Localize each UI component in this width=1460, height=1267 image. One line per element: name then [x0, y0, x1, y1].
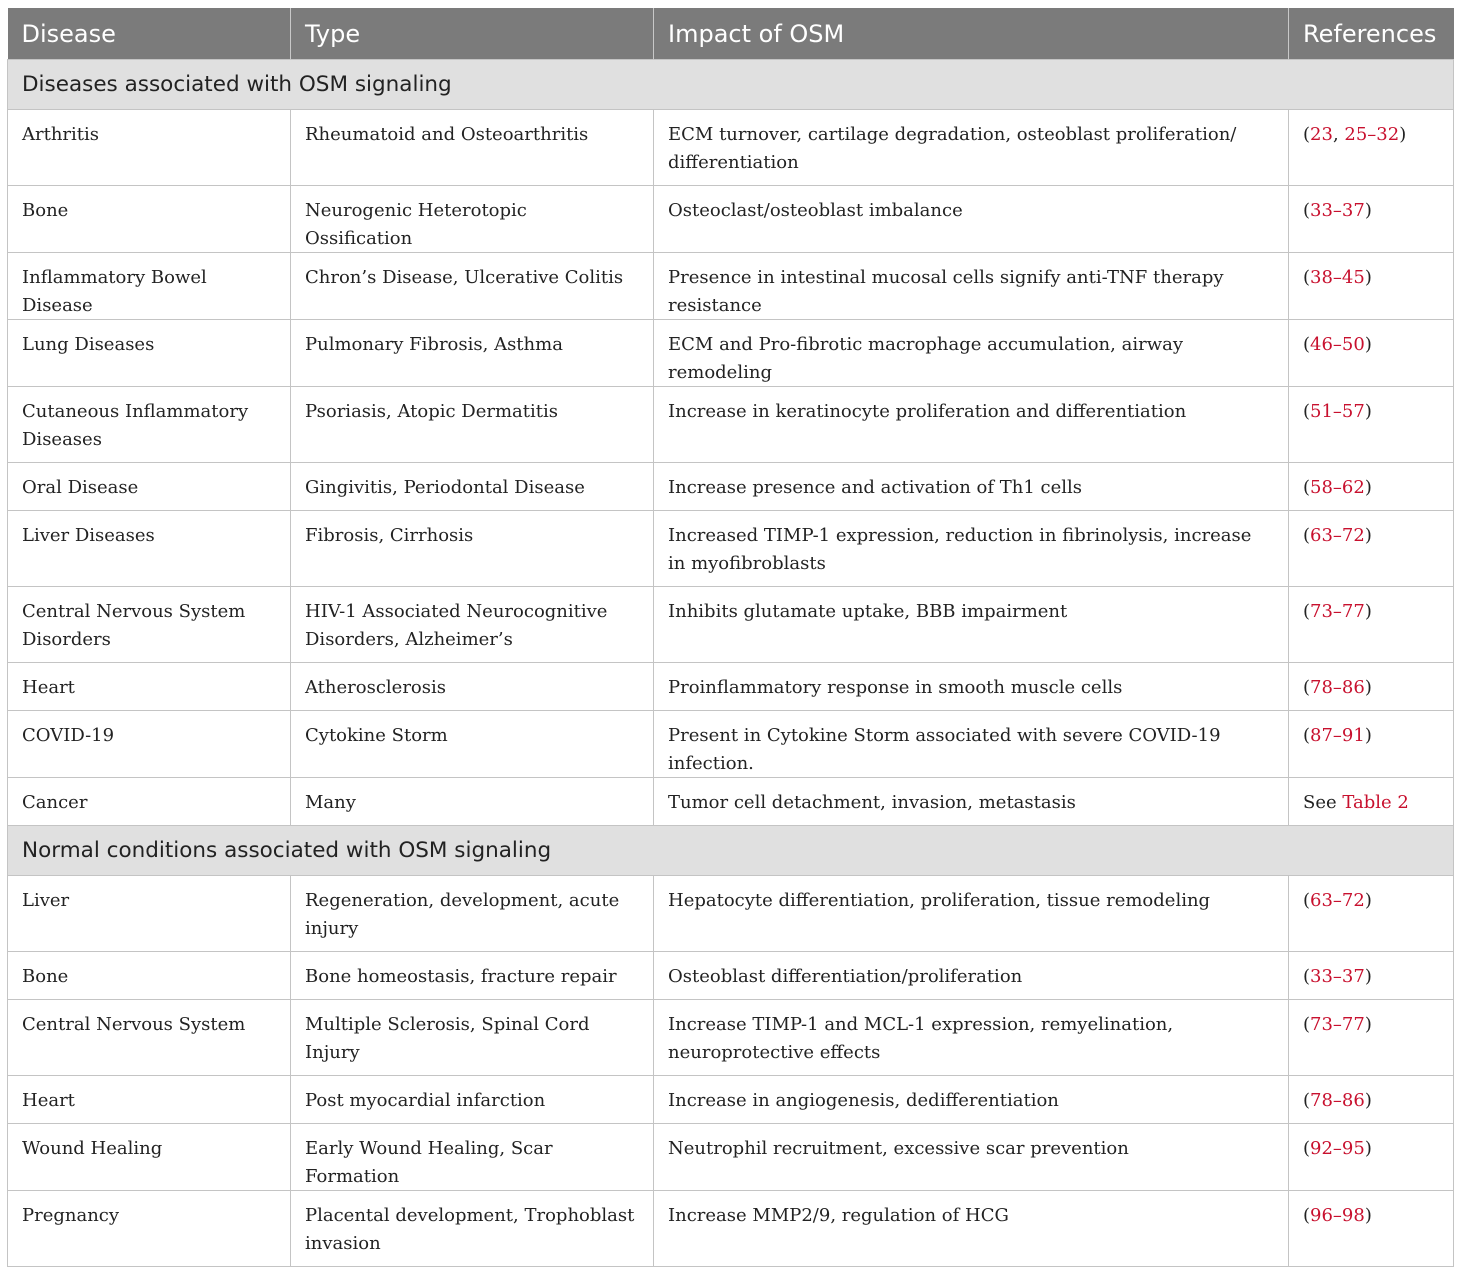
reference-link[interactable]: 33–37 [1310, 200, 1365, 221]
ref-suffix: ) [1364, 525, 1372, 546]
ref-prefix: ( [1303, 1090, 1311, 1111]
ref-prefix: ( [1303, 601, 1311, 622]
references-cell [1289, 587, 1454, 663]
references-cell [1289, 387, 1454, 463]
disease-cell: Inflammatory Bowel Disease [8, 253, 291, 320]
section-title: Normal conditions associated with OSM signaling [8, 826, 1454, 876]
ref-suffix: ) [1364, 267, 1372, 288]
ref-prefix: ( [1303, 966, 1311, 987]
references-cell [1289, 463, 1454, 511]
references-cell [1289, 253, 1454, 320]
ref-prefix: ( [1303, 525, 1311, 546]
table-row [8, 463, 1454, 511]
ref-suffix: ) [1364, 1205, 1372, 1226]
section-header-row [8, 826, 1454, 876]
impact-cell: Increase presence and activation of Th1 cells [654, 463, 1289, 511]
table-row [8, 663, 1454, 711]
disease-cell: Pregnancy [8, 1191, 291, 1267]
ref-suffix: ) [1364, 601, 1372, 622]
reference-link[interactable]: Table 2 [1342, 792, 1409, 813]
impact-cell: Osteoclast/osteoblast imbalance [654, 186, 1289, 253]
header-disease: Disease [8, 8, 291, 60]
impact-cell: Proinflammatory response in smooth muscle cells [654, 663, 1289, 711]
table-row [8, 778, 1454, 826]
ref-prefix: ( [1303, 477, 1311, 498]
table-row [8, 253, 1454, 320]
references-cell [1289, 711, 1454, 778]
references-cell [1289, 1124, 1454, 1191]
type-cell: Bone homeostasis, fracture repair [291, 952, 654, 1000]
references-cell [1289, 186, 1454, 253]
table-row [8, 1076, 1454, 1124]
disease-cell: Heart [8, 1076, 291, 1124]
ref-prefix: ( [1303, 401, 1311, 422]
ref-prefix: See [1303, 792, 1343, 813]
ref-prefix: ( [1303, 200, 1311, 221]
ref-prefix: ( [1303, 1014, 1311, 1035]
impact-cell: Hepatocyte differentiation, proliferation, tissue remodeling [654, 876, 1289, 952]
type-cell: Cytokine Storm [291, 711, 654, 778]
table-body [8, 60, 1454, 1267]
table-row [8, 1124, 1454, 1191]
ref-suffix: ) [1364, 334, 1372, 355]
type-cell: Gingivitis, Periodontal Disease [291, 463, 654, 511]
type-cell: Many [291, 778, 654, 826]
disease-cell: Bone [8, 952, 291, 1000]
impact-cell: ECM turnover, cartilage degradation, osteoblast proliferation/ differentiation [654, 110, 1289, 186]
reference-link[interactable]: 46–50 [1310, 334, 1365, 355]
reference-link[interactable]: 23 [1310, 124, 1333, 145]
type-cell: Regeneration, development, acute injury [291, 876, 654, 952]
table-row [8, 1000, 1454, 1076]
type-cell: Chron’s Disease, Ulcerative Colitis [291, 253, 654, 320]
ref-prefix: ( [1303, 677, 1311, 698]
impact-cell: Increase MMP2/9, regulation of HCG [654, 1191, 1289, 1267]
header-row [8, 8, 1454, 60]
reference-link[interactable]: 78–86 [1310, 677, 1365, 698]
type-cell: Post myocardial infarction [291, 1076, 654, 1124]
reference-link[interactable]: 38–45 [1310, 267, 1365, 288]
disease-cell: Liver Diseases [8, 511, 291, 587]
disease-cell: Liver [8, 876, 291, 952]
ref-suffix: ) [1399, 124, 1407, 145]
disease-cell: Lung Diseases [8, 320, 291, 387]
references-cell [1289, 511, 1454, 587]
disease-cell: Bone [8, 186, 291, 253]
table-row [8, 1191, 1454, 1267]
reference-link[interactable]: 25–32 [1344, 124, 1400, 145]
type-cell: Neurogenic Heterotopic Ossification [291, 186, 654, 253]
reference-link[interactable]: 51–57 [1310, 401, 1365, 422]
table-row [8, 511, 1454, 587]
reference-link[interactable]: 63–72 [1310, 525, 1365, 546]
disease-cell: Cutaneous Inflammatory Diseases [8, 387, 291, 463]
impact-cell: Inhibits glutamate uptake, BBB impairment [654, 587, 1289, 663]
table-row [8, 876, 1454, 952]
impact-cell: ECM and Pro-fibrotic macrophage accumulation, airway remodeling [654, 320, 1289, 387]
ref-suffix: ) [1364, 966, 1372, 987]
impact-cell: Increase in keratinocyte proliferation and differentiation [654, 387, 1289, 463]
ref-prefix: ( [1303, 267, 1311, 288]
table-row [8, 110, 1454, 186]
header-references: References [1289, 8, 1454, 60]
type-cell: Rheumatoid and Osteoarthritis [291, 110, 654, 186]
header-type: Type [291, 8, 654, 60]
disease-cell: Central Nervous System Disorders [8, 587, 291, 663]
type-cell: Multiple Sclerosis, Spinal Cord Injury [291, 1000, 654, 1076]
reference-link[interactable]: 33–37 [1310, 966, 1365, 987]
ref-prefix: ( [1303, 124, 1311, 145]
reference-link[interactable]: 63–72 [1310, 890, 1365, 911]
type-cell: Pulmonary Fibrosis, Asthma [291, 320, 654, 387]
table-row [8, 186, 1454, 253]
type-cell: HIV-1 Associated Neurocognitive Disorders, Alzheimer’s [291, 587, 654, 663]
table-row [8, 587, 1454, 663]
type-cell: Atherosclerosis [291, 663, 654, 711]
reference-link[interactable]: 87–91 [1310, 725, 1365, 746]
table-row [8, 952, 1454, 1000]
ref-suffix: ) [1364, 725, 1372, 746]
type-cell: Fibrosis, Cirrhosis [291, 511, 654, 587]
reference-link[interactable]: 73–77 [1310, 1014, 1365, 1035]
references-cell [1289, 876, 1454, 952]
disease-cell: Cancer [8, 778, 291, 826]
references-cell [1289, 1076, 1454, 1124]
reference-link[interactable]: 92–95 [1310, 1138, 1365, 1159]
ref-suffix: ) [1364, 1090, 1372, 1111]
ref-prefix: ( [1303, 1205, 1311, 1226]
ref-suffix: ) [1364, 890, 1372, 911]
reference-link[interactable]: 58–62 [1310, 477, 1365, 498]
references-cell [1289, 663, 1454, 711]
type-cell: Early Wound Healing, Scar Formation [291, 1124, 654, 1191]
osm-disease-table [7, 8, 1454, 1267]
references-cell: (23, 25–32) [1289, 110, 1454, 186]
table-row [8, 711, 1454, 778]
impact-cell: Neutrophil recruitment, excessive scar prevention [654, 1124, 1289, 1191]
impact-cell: Presence in intestinal mucosal cells signify anti-TNF therapy resistance [654, 253, 1289, 320]
ref-prefix: ( [1303, 334, 1311, 355]
table-row [8, 320, 1454, 387]
ref-suffix: ) [1364, 200, 1372, 221]
ref-suffix: ) [1364, 677, 1372, 698]
references-cell [1289, 1000, 1454, 1076]
disease-cell: Arthritis [8, 110, 291, 186]
references-cell [1289, 952, 1454, 1000]
ref-prefix: ( [1303, 890, 1311, 911]
ref-prefix: ( [1303, 1138, 1311, 1159]
impact-cell: Increase in angiogenesis, dedifferentiation [654, 1076, 1289, 1124]
disease-cell: Heart [8, 663, 291, 711]
impact-cell: Osteoblast differentiation/proliferation [654, 952, 1289, 1000]
reference-link[interactable]: 96–98 [1310, 1205, 1365, 1226]
ref-suffix: ) [1364, 401, 1372, 422]
reference-link[interactable]: 78–86 [1310, 1090, 1365, 1111]
section-title: Diseases associated with OSM signaling [8, 60, 1454, 110]
type-cell: Psoriasis, Atopic Dermatitis [291, 387, 654, 463]
references-cell [1289, 778, 1454, 826]
disease-cell: Wound Healing [8, 1124, 291, 1191]
type-cell: Placental development, Trophoblast invasion [291, 1191, 654, 1267]
references-cell [1289, 320, 1454, 387]
references-cell [1289, 1191, 1454, 1267]
disease-cell: Oral Disease [8, 463, 291, 511]
impact-cell: Increased TIMP-1 expression, reduction in fibrinolysis, increase in myofibroblasts [654, 511, 1289, 587]
disease-cell: Central Nervous System [8, 1000, 291, 1076]
impact-cell: Present in Cytokine Storm associated with severe COVID-19 infection. [654, 711, 1289, 778]
ref-suffix: ) [1364, 1138, 1372, 1159]
impact-cell: Tumor cell detachment, invasion, metastasis [654, 778, 1289, 826]
section-header-row [8, 60, 1454, 110]
header-impact: Impact of OSM [654, 8, 1289, 60]
ref-suffix: ) [1364, 1014, 1372, 1035]
impact-cell: Increase TIMP-1 and MCL-1 expression, remyelination, neuroprotective effects [654, 1000, 1289, 1076]
disease-cell: COVID-19 [8, 711, 291, 778]
table-row [8, 387, 1454, 463]
reference-link[interactable]: 73–77 [1310, 601, 1365, 622]
ref-suffix: ) [1364, 477, 1372, 498]
ref-prefix: ( [1303, 725, 1311, 746]
